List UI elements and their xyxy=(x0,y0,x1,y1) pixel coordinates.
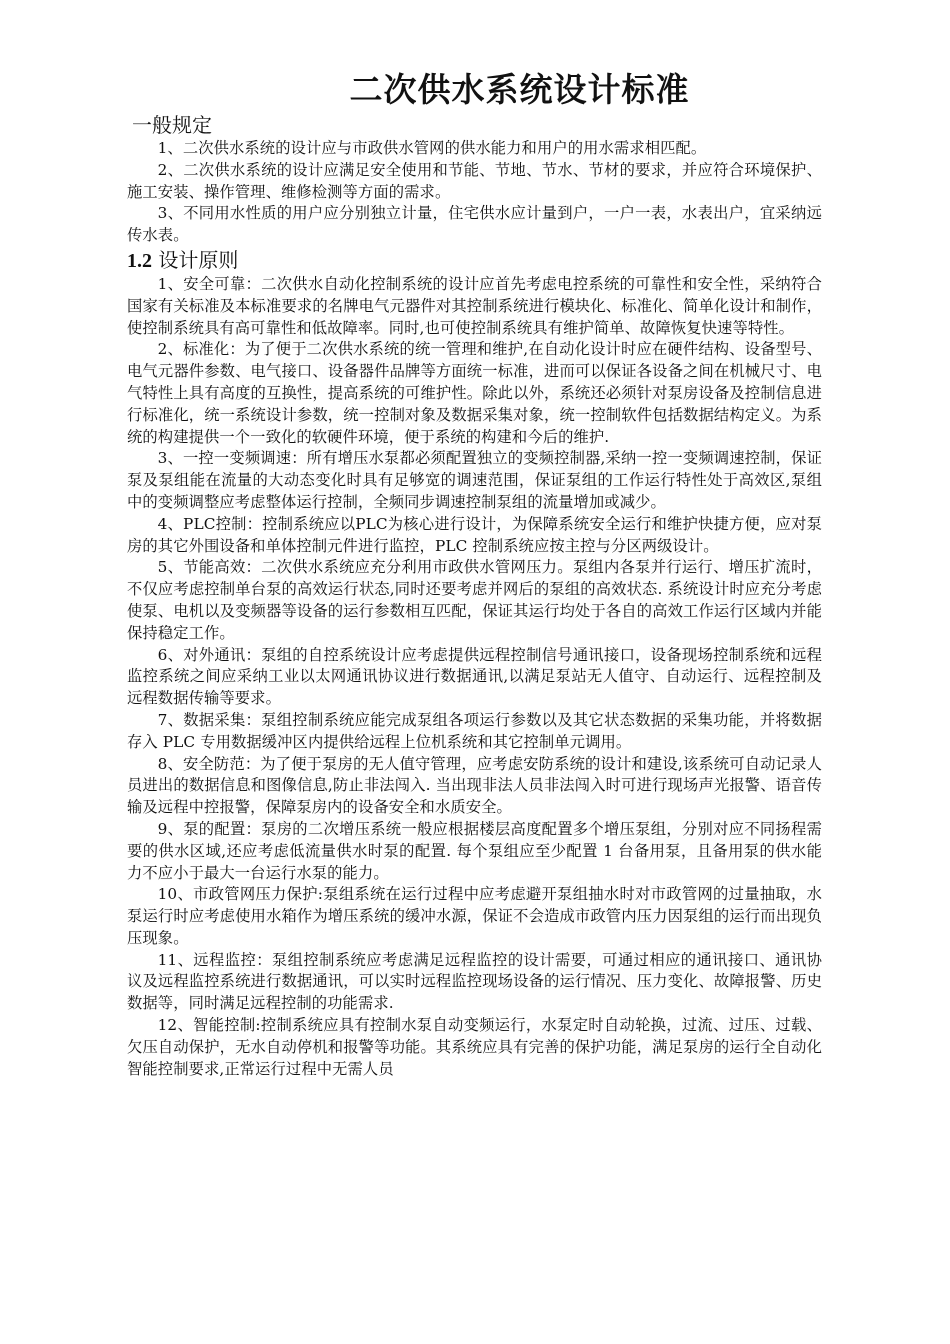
paragraph: 11、远程监控：泵组控制系统应考虑满足远程监控的设计需要，可通过相应的通讯接口、通讯协议及远程监控系统进行数据通讯，可以实时远程监控现场设备的运行情况、压力变化、故障报警、历史数据等，同时满足远程控制的功能需求. xyxy=(127,950,822,1013)
paragraph: 5、节能高效：二次供水系统应充分利用市政供水管网压力。泵组内各泵并行运行、增压扩流时，不仅应考虑控制单台泵的高效运行状态,同时还要考虑并网后的泵组的高效状态. 系统设计时应充分考虑使泵、电机以及变频器等设备的运行参数相互匹配，保证其运行均处于各自的高效工作运行区域内并能保持稳定工作。 xyxy=(127,558,822,642)
paragraph: 8、安全防范：为了便于泵房的无人值守管理，应考虑安防系统的设计和建设,该系统可自动记录人员进出的数据信息和图像信息,防止非法闯入. 当出现非法人员非法闯入时可进行现场声光报警、语音传输及远程中控报警，保障泵房内的设备安全和水质安全。 xyxy=(127,754,822,817)
paragraph: 6、对外通讯：泵组的自控系统设计应考虑提供远程控制信号通讯接口，设备现场控制系统和远程监控系统之间应采纳工业以太网通讯协议进行数据通讯,以满足泵站无人值守、自动运行、远程控制及远程数据传输等要求。 xyxy=(127,645,822,708)
paragraph: 2、二次供水系统的设计应满足安全使用和节能、节地、节水、节材的要求，并应符合环境保护、施工安装、操作管理、维修检测等方面的需求。 xyxy=(127,160,822,201)
section-general-rules xyxy=(127,112,822,247)
paragraph: 1、二次供水系统的设计应与市政供水管网的供水能力和用户的用水需求相匹配。 xyxy=(157,139,707,157)
paragraph: 12、智能控制:控制系统应具有控制水泵自动变频运行，水泵定时自动轮换，过流、过压、过载、欠压自动保护，无水自动停机和报警等功能。其系统应具有完善的保护功能，满足泵房的运行全自动化智能控制要求,正常运行过程中无需人员 xyxy=(127,1016,822,1078)
paragraph: 1、安全可靠：二次供水自动化控制系统的设计应首先考虑电控系统的可靠性和安全性，采纳符合国家有关标准及本标准要求的名牌电气元器件对其控制系统进行模块化、标准化、简单化设计和制作，使控制系统具有高可靠性和低故障率。同时,也可使控制系统具有维护简单、故障恢复快速等特性。 xyxy=(127,274,822,337)
section-number: 1.2 xyxy=(127,249,152,272)
paragraph: 9、泵的配置：泵房的二次增压系统一般应根据楼层高度配置多个增压泵组，分别对应不同扬程需要的供水区域,还应考虑低流量供水时泵的配置. 每个泵组应至少配置 1 台备用泵，且备用泵的供水能力不应小于最大一台运行水泵的能力。 xyxy=(127,819,822,882)
paragraph: 7、数据采集：泵组控制系统应能完成泵组各项运行参数以及其它状态数据的采集功能，并将数据存入 PLC 专用数据缓冲区内提供给远程上位机系统和其它控制单元调用。 xyxy=(127,710,822,751)
section-heading xyxy=(127,247,822,274)
paragraph: 10、市政管网压力保护:泵组系统在运行过程中应考虑避开泵组抽水时对市政管网的过量抽取，水泵运行时应考虑使用水箱作为增压系统的缓冲水源，保证不会造成市政管内压力因泵组的运行而出现负压现象。 xyxy=(127,885,822,947)
paragraph: 3、不同用水性质的用户应分别独立计量，住宅供水应计量到户，一户一表，水表出户，宜采纳远传水表。 xyxy=(127,204,822,245)
paragraph: 4、PLC控制：控制系统应以PLC为核心进行设计，为保障系统安全运行和维护快捷方便，应对泵房的其它外围设备和单体控制元件进行监控，PLC 控制系统应按主控与分区两级设计。 xyxy=(127,514,822,555)
paragraph: 2、标准化：为了便于二次供水系统的统一管理和维护,在自动化设计时应在硬件结构、设备型号、电气元器件参数、电气接口、设备器件品牌等方面统一标准，进而可以保证各设备之间在机械尺寸、电气特性上具有高度的互换性，提高系统的可维护性。除此以外，系统还必须针对泵房设备及控制信息进行标准化，统一系统设计参数，统一控制对象及数据采集对象，统一控制软件包括数据结构定义。为系统的构建提供一个一致化的软硬件环境，便于系统的构建和今后的维护. xyxy=(127,340,822,446)
section-heading xyxy=(127,112,822,138)
section-heading-text: 一般规定 xyxy=(132,113,212,137)
section-heading-text: 设计原则 xyxy=(158,247,239,272)
paragraph: 3、一控一变频调速：所有增压水泵都必须配置独立的变频控制器,采纳一控一变频调速控制，保证泵及泵组能在流量的大动态变化时具有足够宽的调速范围，保证泵组的工作运行特性处于高效区,泵组中的变频调整应考虑整体运行控制，全频同步调速控制泵组的流量增加或减少。 xyxy=(127,449,822,511)
document-title: 二次供水系统设计标准 xyxy=(349,70,690,109)
section-design-principles xyxy=(127,247,822,1080)
